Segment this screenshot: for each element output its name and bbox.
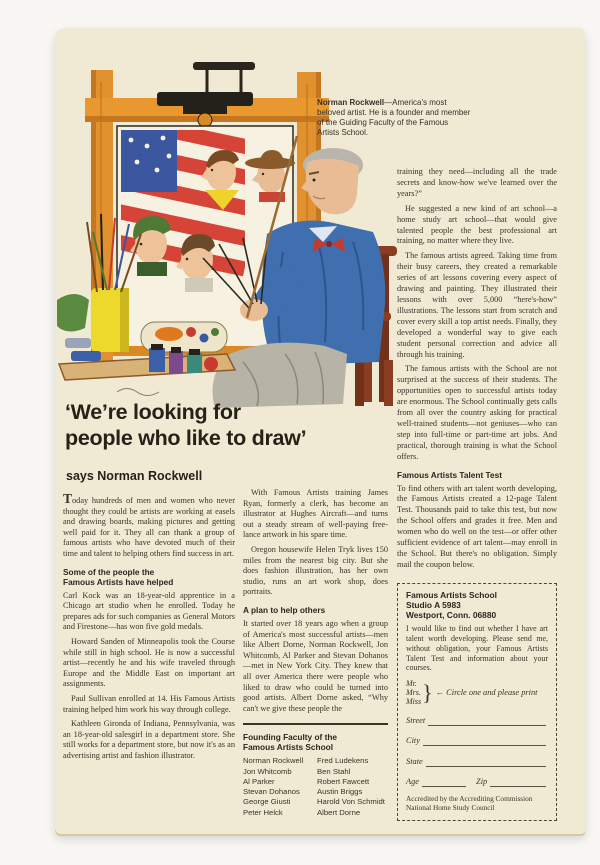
faculty-name: Harold Von Schmidt [317, 797, 385, 807]
age-zip-field: Age Zip [406, 777, 548, 788]
faculty-name: Austin Briggs [317, 787, 363, 797]
divider-rule [243, 723, 388, 725]
accreditation-note: Accredited by the Accrediting Commission National Home Study Council [406, 793, 533, 812]
street-blank-line [428, 725, 546, 726]
mail-in-coupon [397, 583, 557, 821]
column-middle [243, 488, 388, 818]
subhead-faculty: Founding Faculty of the Famous Artists School [243, 732, 338, 753]
body-paragraph: The famous artists agreed. Taking time from their busy careers, they created a remarkable series of art lessons covering every aspect of drawing and painting. They illustrated their lessons with over 5,000 “here's-how” illustrations. The lessons start from scratch and cover every skill a top artist needs. Finally, they developed a wonderful way to give each student personal correction and advice all through his training. [397, 251, 557, 359]
city-field: City [406, 736, 548, 747]
faculty-name: George Giusti [243, 797, 291, 807]
body-paragraph: Kathleen Gironda of Indiana, Pennsylvania, was an 18-year-old salesgirl in a department store. She still works for a department store, but now it's as an advertising artist and fashion illustrator. [63, 719, 235, 760]
body-paragraph: training they need—including all the trade secrets and know-how we've learned over the years?” [397, 167, 557, 198]
faculty-column-2 [317, 756, 388, 818]
coupon-body-text: I would like to find out whether I have art talent worth developing. Please send me, without obligation, your Famous Artists Talent Test and information about your courses. [406, 624, 548, 673]
subhead-people-helped: Some of the people the Famous Artists have helped [63, 566, 174, 587]
state-field: State [406, 757, 548, 768]
brace-glyph: } [422, 679, 433, 705]
headline-line2: people who like to draw’ [65, 425, 307, 450]
magazine-page [55, 28, 585, 834]
faculty-name: Norman Rockwell [243, 756, 304, 766]
faculty-column-1 [243, 756, 313, 818]
column-right [397, 167, 557, 821]
headline [65, 400, 405, 451]
body-paragraph: He suggested a new kind of art school—a home study art school—that would give talented people the best professional art training, no matter where they live. [397, 203, 557, 246]
faculty-name: Albert Dorne [317, 807, 361, 817]
body-paragraph: With Famous Artists training James Ryan, formerly a clerk, has become an illustrator at Hughes Aircraft—and turns out a steady stream of well-paying free-lance artwork in his spare time. [243, 488, 388, 540]
headline-line1: ‘We’re looking for [65, 400, 241, 424]
body-paragraph: Oregon housewife Helen Tryk lives 150 miles from the nearest big city. But she does fashion illustration, has her own studio, runs an art work shop, does portraits. [243, 544, 388, 597]
faculty-name: Al Parker [243, 776, 275, 786]
illustration-caption [317, 98, 471, 138]
body-paragraph: Paul Sullivan enrolled at 14. His Famous Artists training helped him work his way through college. [63, 693, 235, 714]
column-left [63, 491, 235, 765]
city-blank-line [423, 745, 546, 746]
faculty-name: Peter Helck [243, 807, 283, 817]
faculty-name: Jon Whitcomb [243, 766, 292, 776]
body-paragraph: The famous artists with the School are not surprised at the success of their students. The opportunities open to successful artists today are enormous. The School continually gets calls from all over the country asking for practical well-trained students—not geniuses—who can step into full-time or part-time art jobs. And practical, thorough training is what the School offers. [397, 364, 557, 461]
faculty-name: Fred Ludekens [317, 756, 369, 766]
caption-lead: Norman Rockwell [317, 98, 385, 107]
faculty-name: Stevan Dohanos [243, 787, 300, 797]
zip-blank-line [490, 786, 546, 787]
body-paragraph: To find others with art talent worth developing, the Famous Artists created a 12-page Talent Test. Thousands paid to take this test, but now the School offers and grades it free. Men and women who do well on the test—or offer other sufficient evidence of art talent—may enroll in the School. But there's no obligation. Simply mail the coupon below. [397, 483, 557, 569]
subhead-talent-test: Famous Artists Talent Test [397, 469, 502, 480]
street-field: Street [406, 716, 548, 727]
body-paragraph: It started over 18 years ago when a group of America's most successful artists—men like Albert Dorne, Norman Rockwell, Jon Whitcomb, Al Parker and Stevan Dohanos—met in New York City. They knew that all over America there were people who liked to draw who could be turned into good artists. Albert Dorne asked, “Why can't we give these people the [243, 618, 388, 713]
coupon-school-name: Famous Artists School [406, 589, 497, 600]
artist-signature [117, 389, 159, 396]
circle-one-note: ← Circle one and please print [435, 687, 538, 697]
faculty-list [243, 756, 388, 818]
byline: says Norman Rockwell [66, 469, 203, 483]
faculty-name: Robert Fawcett [317, 776, 370, 786]
state-blank-line [426, 766, 546, 767]
faculty-name: Ben Stahl [317, 766, 351, 776]
age-blank-line [422, 786, 466, 787]
body-paragraph: Carl Kock was an 18-year-old apprentice in a Chicago art studio when he enrolled. Today he prepares ads for such companies as General Motors and Firestone—has won five gold medals. [63, 590, 235, 632]
body-paragraph: Howard Sanden of Minneapolis took the Course while still in high school. He is now a successful artist—recently he and his wife traveled through Europe and the Middle East on important art assignments. [63, 636, 235, 689]
title-circle-row [406, 680, 548, 706]
body-paragraph: Today hundreds of men and women who never thought they could be artists are working at easels and drawing boards, making pictures and getting well paid for it. They all can thank a group of famous artists who have devoted much of their time and talent to helping others find success in art. [63, 491, 235, 558]
caption-text: —America's most beloved artist. He is a founder and member of the Guiding Faculty of the Famous Artists School. [317, 98, 471, 137]
subhead-plan: A plan to help others [243, 604, 326, 615]
coupon-address: Westport, Conn. 06880 [406, 610, 497, 621]
coupon-studio: Studio A 5983 [406, 600, 461, 611]
title-options: Mr. Mrs. Miss [406, 678, 422, 706]
